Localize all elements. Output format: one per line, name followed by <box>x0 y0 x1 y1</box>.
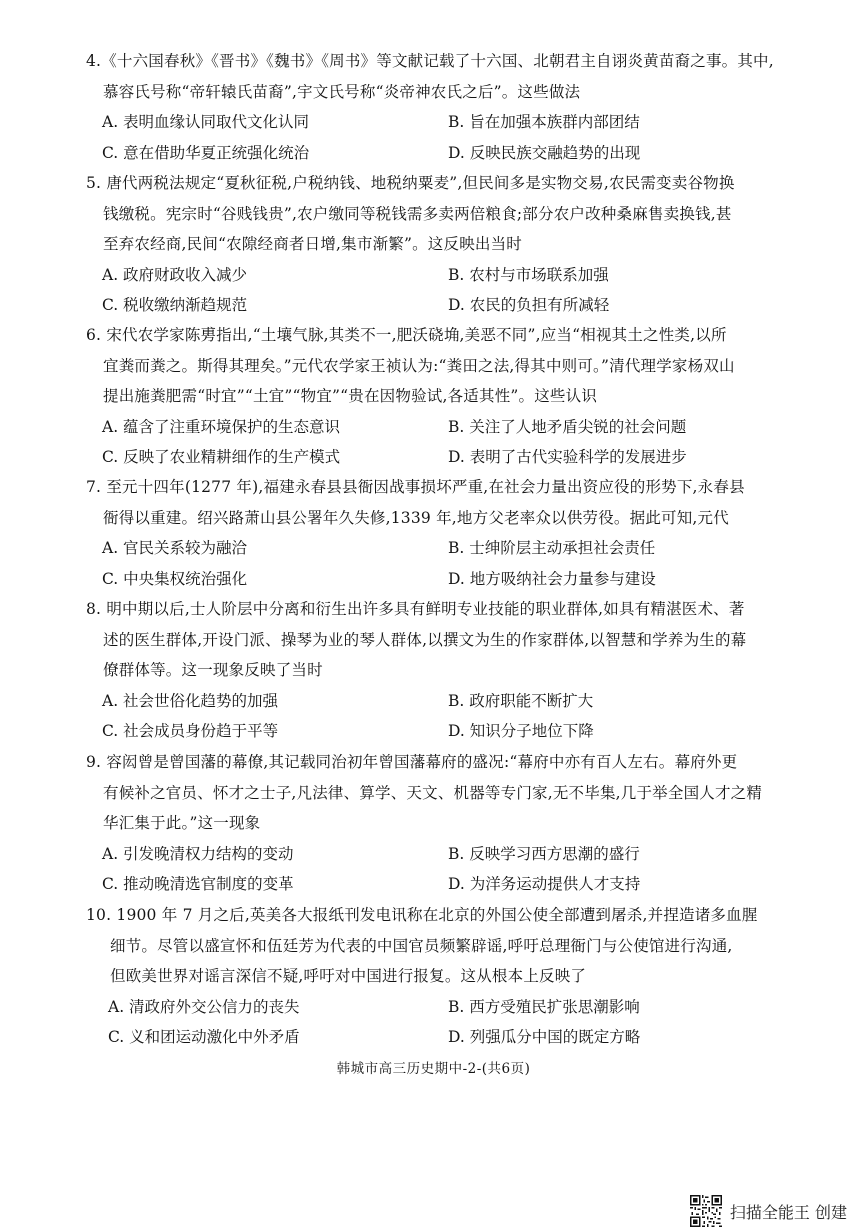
question-4-line-2: 慕容氏号称“帝轩辕氏苗裔”,宇文氏号称“炎帝神农氏之后”。这些做法 <box>103 82 581 101</box>
option-b: B. 关注了人地矛盾尖锐的社会问题 <box>448 417 687 436</box>
option-a: A. 政府财政收入减少 <box>102 265 248 284</box>
question-4-options <box>86 107 786 167</box>
option-d: D. 反映民族交融趋势的出现 <box>448 143 641 162</box>
option-c: C. 意在借助华夏正统强化统治 <box>102 143 310 162</box>
option-c: C. 中央集权统治强化 <box>102 569 248 588</box>
option-c: C. 社会成员身份趋于平等 <box>102 722 279 740</box>
question-10-options <box>86 992 786 1052</box>
question-7-line-2: 衙得以重建。绍兴路萧山县公署年久失修,1339 年,地方父老率众以供劳役。据此可知,元代 <box>103 508 729 527</box>
question-5-line-3: 至弃农经商,民间“农隙经商者日增,集市渐繁”。这反映出当时 <box>103 235 523 253</box>
question-6 <box>86 320 786 472</box>
question-9-line-3: 华汇集于此。”这一现象 <box>103 814 261 832</box>
question-8 <box>86 594 786 746</box>
option-b: B. 政府职能不断扩大 <box>448 691 594 710</box>
option-d: D. 为洋务运动提供人才支持 <box>448 875 641 893</box>
question-10-line-2: 细节。尽管以盛宣怀和伍廷芳为代表的中国官员频繁辟谣,呼吁总理衙门与公使馆进行沟通, <box>110 936 733 955</box>
option-c: C. 推动晚清选官制度的变革 <box>102 875 294 893</box>
question-4-line-1: 4.《十六国春秋》《晋书》《魏书》《周书》等文献记载了十六国、北朝君主自诩炎黄苗裔之事。其中, <box>86 52 774 70</box>
watermark-text: 扫描全能王 创建 <box>729 1202 847 1222</box>
question-6-line-1: 6. 宋代农学家陈旉指出,“土壤气脉,其类不一,肥沃硗埆,美恶不同”,应当“相视其土之性类,以所 <box>86 326 727 344</box>
option-b: B. 农村与市场联系加强 <box>448 265 609 284</box>
option-d: D. 表明了古代实验科学的发展进步 <box>448 448 687 466</box>
option-b: B. 旨在加强本族群内部团结 <box>448 113 640 131</box>
question-9 <box>86 747 786 899</box>
question-8-line-1: 8. 明中期以后,士人阶层中分离和衍生出许多具有鲜明专业技能的职业群体,如具有精湛医术、著 <box>86 600 745 618</box>
option-d: D. 列强瓜分中国的既定方略 <box>448 1028 641 1046</box>
question-10-line-3: 但欧美世界对谣言深信不疑,呼吁对中国进行报复。这从根本上反映了 <box>110 967 587 985</box>
question-9-line-2: 有候补之官员、怀才之士子,凡法律、算学、天文、机器等专门家,无不毕集,几于举全国人才之精 <box>103 783 763 802</box>
option-a: A. 官民关系较为融洽 <box>102 539 248 557</box>
option-c: C. 义和团运动激化中外矛盾 <box>108 1028 300 1046</box>
question-5-options <box>86 260 786 320</box>
question-6-line-2: 宜粪而粪之。斯得其理矣。”元代农学家王祯认为:“粪田之法,得其中则可。”清代理学家杨双山 <box>103 356 735 375</box>
option-d: D. 农民的负担有所减轻 <box>448 296 610 314</box>
question-9-line-1: 9. 容闳曾是曾国藩的幕僚,其记载同治初年曾国藩幕府的盛况:“幕府中亦有百人左右。幕府外更 <box>86 753 738 771</box>
question-5-line-2: 钱缴税。宪宗时“谷贱钱贵”,农户缴同等税钱需多卖两倍粮食;部分农户改种桑麻售卖换钱,甚 <box>103 204 732 223</box>
question-8-line-3: 僚群体等。这一现象反映了当时 <box>103 661 323 679</box>
question-6-options <box>86 412 786 472</box>
option-a: A. 引发晚清权力结构的变动 <box>102 844 294 863</box>
option-a: A. 表明血缘认同取代文化认同 <box>102 113 310 131</box>
option-a: A. 社会世俗化趋势的加强 <box>102 691 279 710</box>
option-d: D. 知识分子地位下降 <box>448 722 594 740</box>
option-b: B. 西方受殖民扩张思潮影响 <box>448 997 640 1016</box>
qr-code-icon <box>690 1195 722 1227</box>
question-10-line-1: 10. 1900 年 7 月之后,英美各大报纸刊发电讯称在北京的外国公使全部遭到屠杀,并捏造诸多血腥 <box>86 906 758 924</box>
question-8-options <box>86 686 786 746</box>
page-footer: 韩城市高三历史期中-2-(共6页) <box>336 1061 531 1077</box>
scanner-watermark <box>690 1194 847 1228</box>
question-6-line-3: 提出施粪肥需“时宜”“土宜”“物宜”“贵在因物验试,各适其性”。这些认识 <box>103 387 598 405</box>
option-c: C. 反映了农业精耕细作的生产模式 <box>102 448 341 466</box>
question-9-options <box>86 839 786 899</box>
question-10 <box>86 900 786 1052</box>
question-8-line-2: 述的医生群体,开设门派、操琴为业的琴人群体,以撰文为生的作家群体,以智慧和学养为生的幕 <box>103 630 747 649</box>
option-c: C. 税收缴纳渐趋规范 <box>102 296 248 314</box>
question-4 <box>86 46 786 167</box>
question-7-options <box>86 533 786 593</box>
question-5 <box>86 168 786 320</box>
question-7 <box>86 472 786 593</box>
option-b: B. 士绅阶层主动承担社会责任 <box>448 539 656 557</box>
option-a: A. 清政府外交公信力的丧失 <box>108 997 300 1016</box>
option-d: D. 地方吸纳社会力量参与建设 <box>448 569 656 588</box>
question-7-line-1: 7. 至元十四年(1277 年),福建永春县县衙因战事损坏严重,在社会力量出资应役的形势下,永春县 <box>86 478 745 496</box>
option-a: A. 蕴含了注重环境保护的生态意识 <box>102 417 341 436</box>
question-5-line-1: 5. 唐代两税法规定“夏秋征税,户税纳钱、地税纳粟麦”,但民间多是实物交易,农民需变卖谷物换 <box>86 174 735 192</box>
option-b: B. 反映学习西方思潮的盛行 <box>448 844 640 863</box>
